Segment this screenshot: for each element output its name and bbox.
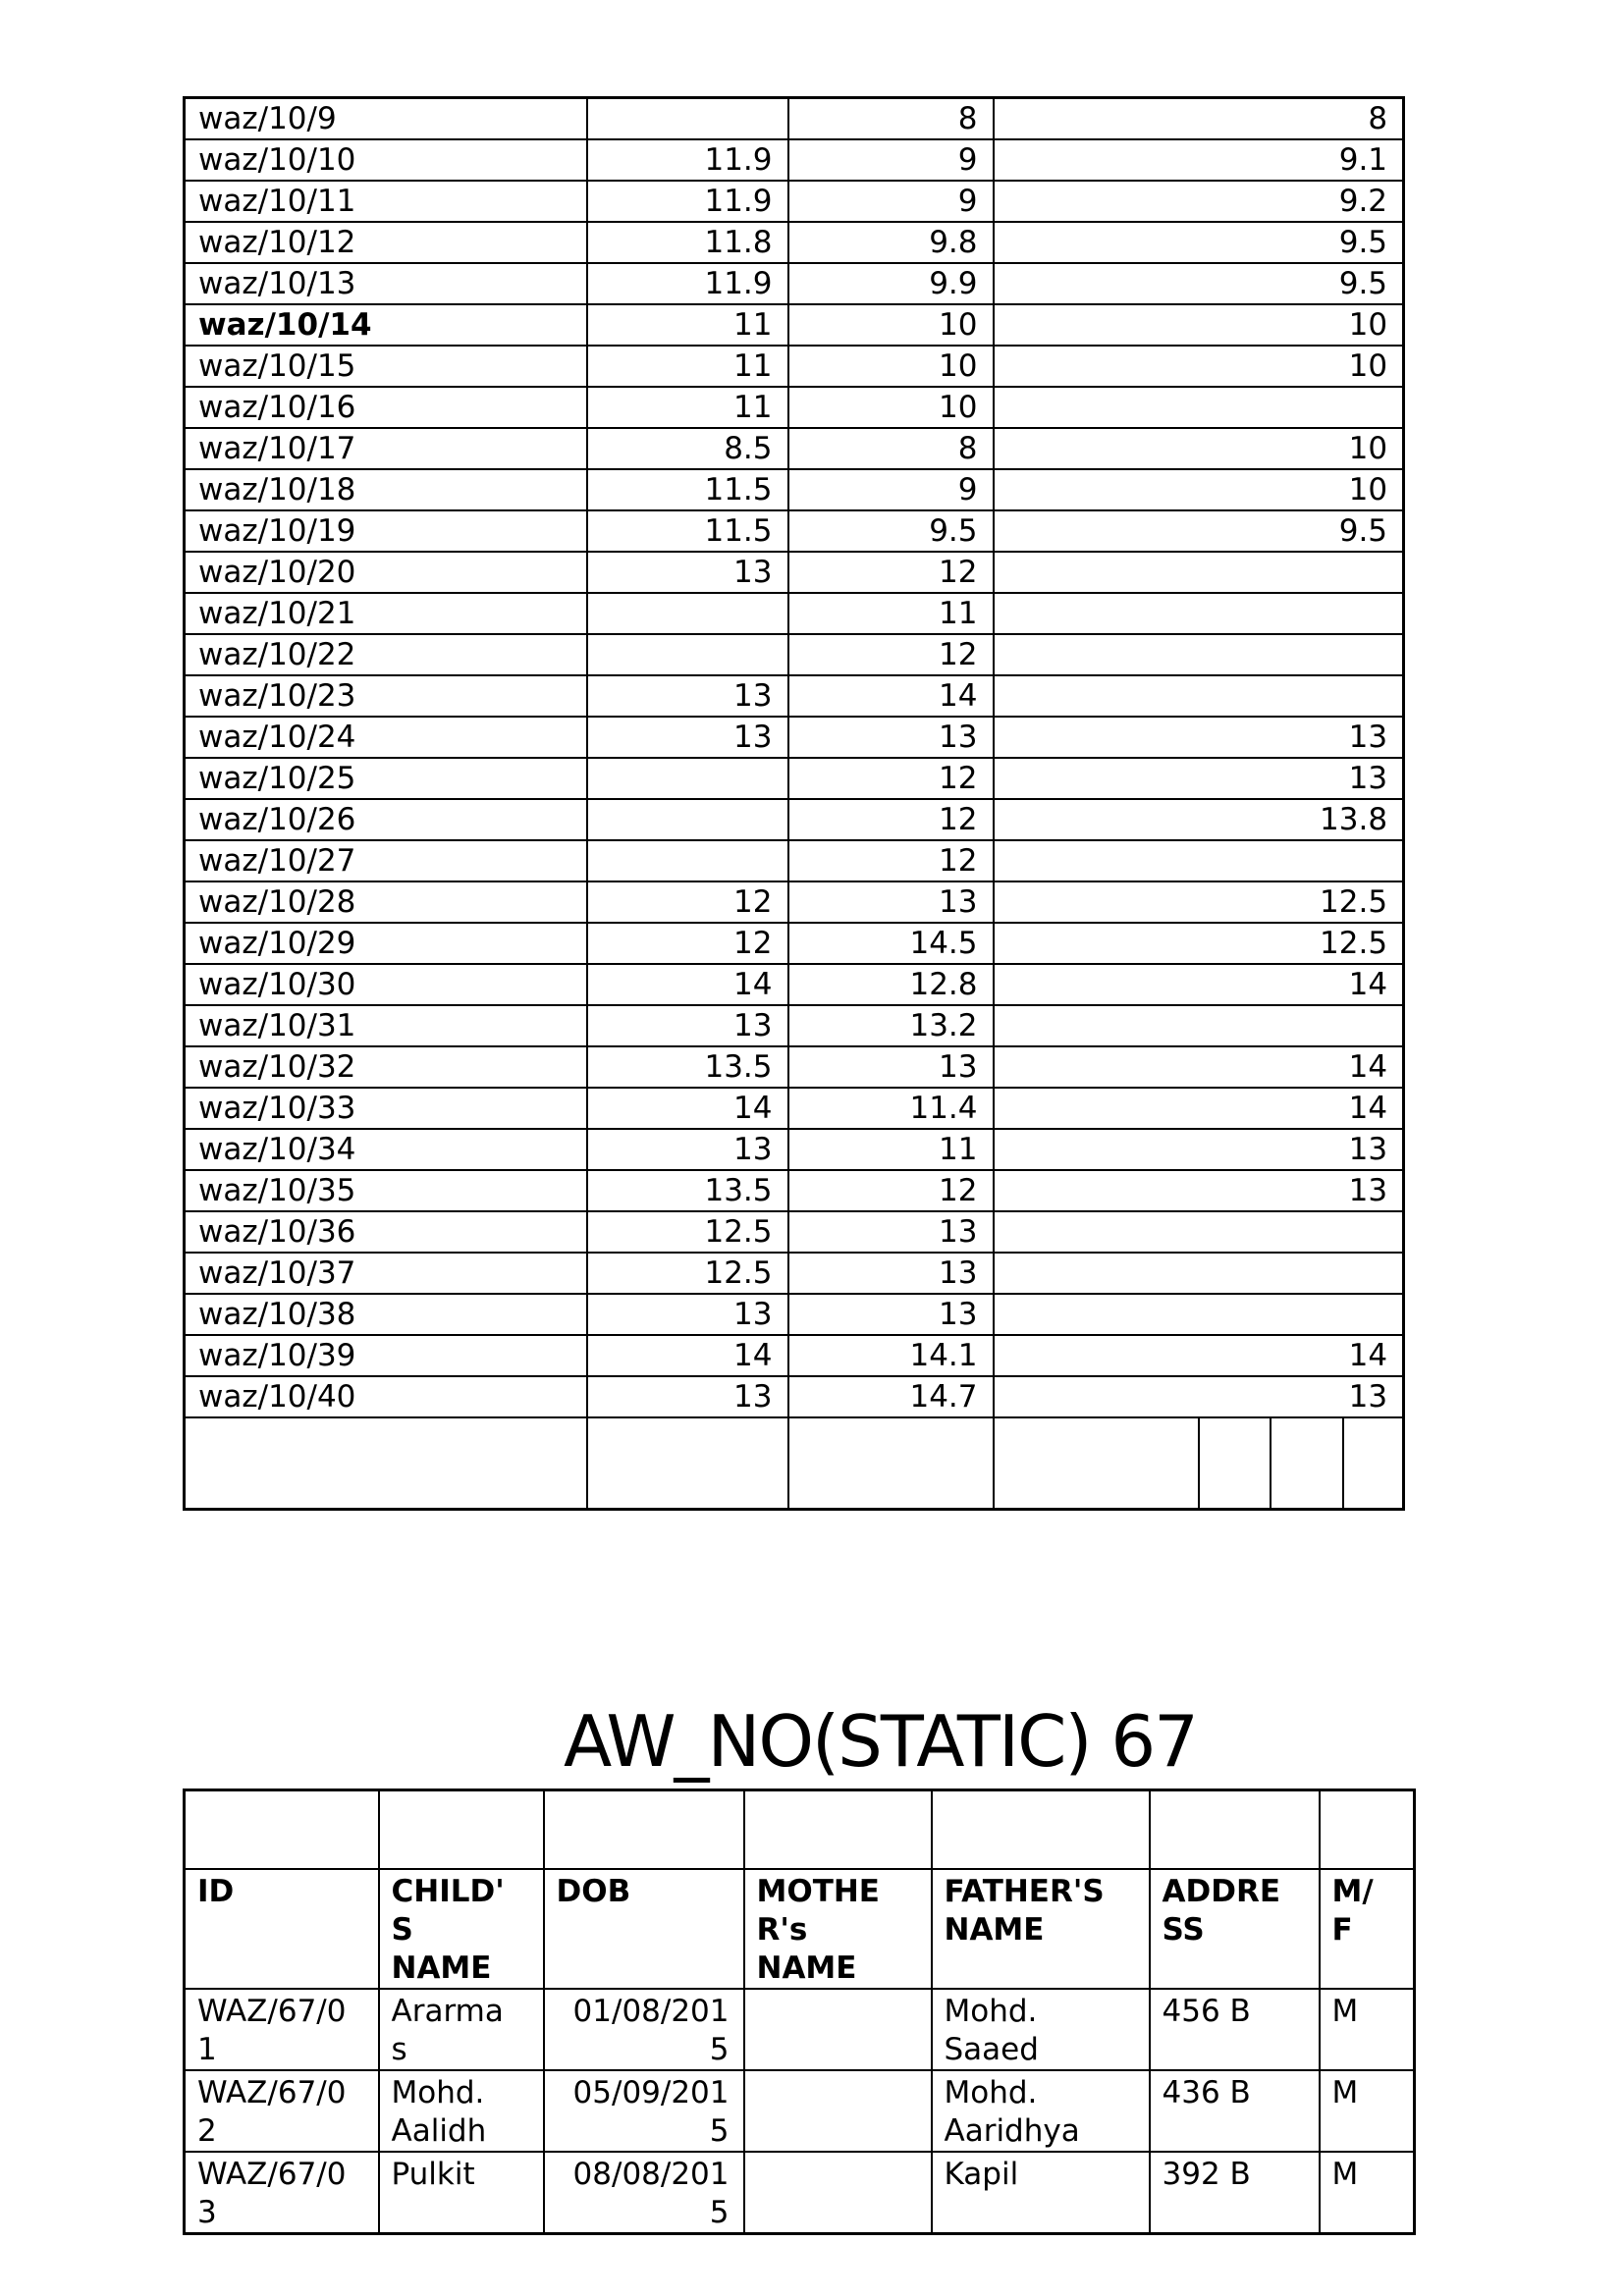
- col-child-name: CHILD' S NAME: [379, 1869, 544, 1989]
- value-col3: 13: [788, 717, 994, 758]
- value-col4: 13.8: [994, 799, 1404, 840]
- address: 392 B: [1150, 2152, 1320, 2234]
- value-col3: 10: [788, 346, 994, 387]
- table-row: [185, 346, 1404, 387]
- row-label: waz/10/21: [185, 593, 587, 634]
- value-col4: [994, 634, 1404, 675]
- value-col3: 13: [788, 1253, 994, 1294]
- value-col4: [994, 552, 1404, 593]
- header-row: [185, 1869, 1415, 1989]
- table-row: [185, 799, 1404, 840]
- row-label: waz/10/13: [185, 263, 587, 304]
- empty-cell: [544, 1790, 744, 1869]
- blank-subcell: [1199, 1417, 1271, 1510]
- value-col4: 10: [994, 346, 1404, 387]
- value-col2: 11: [587, 387, 788, 428]
- value-col3: 13: [788, 1046, 994, 1088]
- value-col2: 11.5: [587, 510, 788, 552]
- value-col4: 10: [994, 428, 1404, 469]
- table-row: [185, 634, 1404, 675]
- empty-cell: [1320, 1790, 1415, 1869]
- value-col2: [587, 593, 788, 634]
- value-col4: [994, 1005, 1404, 1046]
- table-row: [185, 675, 1404, 717]
- row-label: waz/10/14: [185, 304, 587, 346]
- value-col3: 11.4: [788, 1088, 994, 1129]
- value-col3: 10: [788, 387, 994, 428]
- value-col4: [994, 1253, 1404, 1294]
- value-col4: [994, 1211, 1404, 1253]
- value-col4: [994, 387, 1404, 428]
- value-col3: 9: [788, 181, 994, 222]
- value-col4: 9.5: [994, 510, 1404, 552]
- value-col3: 11: [788, 593, 994, 634]
- value-col2: 11.9: [587, 263, 788, 304]
- value-col4: 9.5: [994, 222, 1404, 263]
- row-label: waz/10/20: [185, 552, 587, 593]
- table-row: [185, 1335, 1404, 1376]
- empty-cell: [932, 1790, 1150, 1869]
- child-name: Ararma s: [379, 1989, 544, 2070]
- children-register-table: [183, 1789, 1416, 2235]
- gender: M: [1320, 1989, 1415, 2070]
- value-col4: 13: [994, 1170, 1404, 1211]
- table-row: [185, 181, 1404, 222]
- value-col4: 10: [994, 304, 1404, 346]
- value-col4: 14: [994, 1046, 1404, 1088]
- value-col3: 14: [788, 675, 994, 717]
- value-col3: 13: [788, 1211, 994, 1253]
- value-col4: 13: [994, 1129, 1404, 1170]
- row-label: waz/10/25: [185, 758, 587, 799]
- value-col3: 9: [788, 139, 994, 181]
- father-name: Mohd. Aaridhya: [932, 2070, 1150, 2152]
- blank-cell: [788, 1417, 994, 1510]
- value-col3: 13.2: [788, 1005, 994, 1046]
- empty-cell: [1150, 1790, 1320, 1869]
- mother-name: [744, 1989, 932, 2070]
- blank-subcell: [1271, 1417, 1343, 1510]
- row-label: waz/10/23: [185, 675, 587, 717]
- value-col4: 13: [994, 758, 1404, 799]
- table-row: [185, 840, 1404, 881]
- gender: M: [1320, 2070, 1415, 2152]
- value-col3: 12: [788, 758, 994, 799]
- value-col3: 12: [788, 634, 994, 675]
- value-col2: 14: [587, 1335, 788, 1376]
- row-label: waz/10/9: [185, 98, 587, 139]
- value-col2: 12.5: [587, 1253, 788, 1294]
- row-label: waz/10/39: [185, 1335, 587, 1376]
- row-label: waz/10/34: [185, 1129, 587, 1170]
- child-dob: 01/08/201 5: [544, 1989, 744, 2070]
- table-row: [185, 881, 1404, 923]
- table-row: [185, 428, 1404, 469]
- value-col2: 12.5: [587, 1211, 788, 1253]
- table-row: [185, 510, 1404, 552]
- col-address: ADDRE SS: [1150, 1869, 1320, 1989]
- value-col4: 9.5: [994, 263, 1404, 304]
- row-label: waz/10/17: [185, 428, 587, 469]
- value-col2: 14: [587, 964, 788, 1005]
- value-col4: 14: [994, 964, 1404, 1005]
- empty-cell: [379, 1790, 544, 1869]
- value-col3: 13: [788, 1294, 994, 1335]
- row-label: waz/10/19: [185, 510, 587, 552]
- value-col2: 13: [587, 717, 788, 758]
- table-row: [185, 1129, 1404, 1170]
- table-row: [185, 1088, 1404, 1129]
- row-label: waz/10/32: [185, 1046, 587, 1088]
- empty-cell: [185, 1790, 379, 1869]
- table-row: [185, 552, 1404, 593]
- child-name: Mohd. Aalidh: [379, 2070, 544, 2152]
- table-row: [185, 1211, 1404, 1253]
- value-col4: 12.5: [994, 923, 1404, 964]
- row-label: waz/10/26: [185, 799, 587, 840]
- value-col2: 11: [587, 346, 788, 387]
- blank-row: [185, 1417, 1404, 1510]
- children-register-body: [185, 1790, 1415, 2234]
- table-row: [185, 139, 1404, 181]
- row-label: waz/10/37: [185, 1253, 587, 1294]
- value-col2: 13: [587, 675, 788, 717]
- col-father-name: FATHER'S NAME: [932, 1869, 1150, 1989]
- value-col2: 13.5: [587, 1046, 788, 1088]
- value-col3: 12: [788, 1170, 994, 1211]
- child-record-row: [185, 1989, 1415, 2070]
- value-col2: 8.5: [587, 428, 788, 469]
- row-label: waz/10/38: [185, 1294, 587, 1335]
- table-row: [185, 1376, 1404, 1417]
- value-col2: 13.5: [587, 1170, 788, 1211]
- value-col2: 11: [587, 304, 788, 346]
- blank-cell: [994, 1417, 1199, 1510]
- value-col3: 9: [788, 469, 994, 510]
- value-col3: 9.5: [788, 510, 994, 552]
- value-col4: [994, 675, 1404, 717]
- value-col3: 12.8: [788, 964, 994, 1005]
- child-record-row: [185, 2152, 1415, 2234]
- col-mf: M/ F: [1320, 1869, 1415, 1989]
- table-row: [185, 758, 1404, 799]
- table-row: [185, 304, 1404, 346]
- value-col4: 14: [994, 1088, 1404, 1129]
- blank-cell: [185, 1417, 587, 1510]
- value-col2: 11.5: [587, 469, 788, 510]
- row-label: waz/10/11: [185, 181, 587, 222]
- value-col2: 12: [587, 923, 788, 964]
- child-dob: 08/08/201 5: [544, 2152, 744, 2234]
- empty-row: [185, 1790, 1415, 1869]
- blank-subcell: [1343, 1417, 1404, 1510]
- value-col4: 14: [994, 1335, 1404, 1376]
- child-id: WAZ/67/0 2: [185, 2070, 379, 2152]
- child-id: WAZ/67/0 1: [185, 1989, 379, 2070]
- table-row: [185, 387, 1404, 428]
- child-id: WAZ/67/0 3: [185, 2152, 379, 2234]
- table-row: [185, 98, 1404, 139]
- value-col3: 12: [788, 840, 994, 881]
- child-dob: 05/09/201 5: [544, 2070, 744, 2152]
- row-label: waz/10/18: [185, 469, 587, 510]
- value-col2: 11.9: [587, 139, 788, 181]
- value-col3: 8: [788, 98, 994, 139]
- value-col4: 13: [994, 1376, 1404, 1417]
- row-label: waz/10/12: [185, 222, 587, 263]
- table-row: [185, 923, 1404, 964]
- value-col2: 13: [587, 552, 788, 593]
- value-col4: 9.1: [994, 139, 1404, 181]
- row-label: waz/10/31: [185, 1005, 587, 1046]
- value-col3: 9.8: [788, 222, 994, 263]
- value-col3: 13: [788, 881, 994, 923]
- father-name: Kapil: [932, 2152, 1150, 2234]
- growth-measurements-table: [183, 96, 1405, 1511]
- child-record-row: [185, 2070, 1415, 2152]
- value-col2: 13: [587, 1294, 788, 1335]
- row-label: waz/10/27: [185, 840, 587, 881]
- value-col2: 12: [587, 881, 788, 923]
- value-col3: 12: [788, 552, 994, 593]
- table-row: [185, 263, 1404, 304]
- row-label: waz/10/15: [185, 346, 587, 387]
- row-label: waz/10/29: [185, 923, 587, 964]
- row-label: waz/10/40: [185, 1376, 587, 1417]
- value-col3: 14.1: [788, 1335, 994, 1376]
- page-title: AW_NO(STATIC) 67: [564, 1700, 1197, 1783]
- address: 456 B: [1150, 1989, 1320, 2070]
- mother-name: [744, 2070, 932, 2152]
- value-col4: 8: [994, 98, 1404, 139]
- table-row: [185, 469, 1404, 510]
- gender: M: [1320, 2152, 1415, 2234]
- row-label: waz/10/24: [185, 717, 587, 758]
- table-row: [185, 1294, 1404, 1335]
- father-name: Mohd. Saaed: [932, 1989, 1150, 2070]
- child-name: Pulkit: [379, 2152, 544, 2234]
- value-col3: 8: [788, 428, 994, 469]
- row-label: waz/10/35: [185, 1170, 587, 1211]
- value-col2: [587, 634, 788, 675]
- table-row: [185, 222, 1404, 263]
- value-col4: 12.5: [994, 881, 1404, 923]
- value-col4: [994, 1294, 1404, 1335]
- row-label: waz/10/16: [185, 387, 587, 428]
- table-row: [185, 593, 1404, 634]
- row-label: waz/10/33: [185, 1088, 587, 1129]
- row-label: waz/10/28: [185, 881, 587, 923]
- value-col4: 10: [994, 469, 1404, 510]
- value-col3: 14.5: [788, 923, 994, 964]
- row-label: waz/10/36: [185, 1211, 587, 1253]
- value-col2: 13: [587, 1129, 788, 1170]
- value-col4: 13: [994, 717, 1404, 758]
- value-col3: 9.9: [788, 263, 994, 304]
- value-col2: 11.8: [587, 222, 788, 263]
- blank-cell: [587, 1417, 788, 1510]
- value-col3: 10: [788, 304, 994, 346]
- col-mother-name: MOTHE R's NAME: [744, 1869, 932, 1989]
- empty-cell: [744, 1790, 932, 1869]
- col-dob: DOB: [544, 1869, 744, 1989]
- value-col2: 14: [587, 1088, 788, 1129]
- value-col3: 14.7: [788, 1376, 994, 1417]
- value-col2: 11.9: [587, 181, 788, 222]
- row-label: waz/10/30: [185, 964, 587, 1005]
- value-col2: 13: [587, 1376, 788, 1417]
- value-col4: [994, 593, 1404, 634]
- table-row: [185, 1046, 1404, 1088]
- mother-name: [744, 2152, 932, 2234]
- table-row: [185, 1253, 1404, 1294]
- row-label: waz/10/10: [185, 139, 587, 181]
- value-col2: [587, 799, 788, 840]
- table-row: [185, 964, 1404, 1005]
- value-col4: [994, 840, 1404, 881]
- table-row: [185, 1170, 1404, 1211]
- value-col2: [587, 758, 788, 799]
- table-row: [185, 717, 1404, 758]
- table-row: [185, 1005, 1404, 1046]
- value-col2: [587, 840, 788, 881]
- value-col3: 11: [788, 1129, 994, 1170]
- growth-table-body: [185, 98, 1404, 1510]
- address: 436 B: [1150, 2070, 1320, 2152]
- col-id: ID: [185, 1869, 379, 1989]
- value-col2: [587, 98, 788, 139]
- value-col2: 13: [587, 1005, 788, 1046]
- value-col3: 12: [788, 799, 994, 840]
- value-col4: 9.2: [994, 181, 1404, 222]
- row-label: waz/10/22: [185, 634, 587, 675]
